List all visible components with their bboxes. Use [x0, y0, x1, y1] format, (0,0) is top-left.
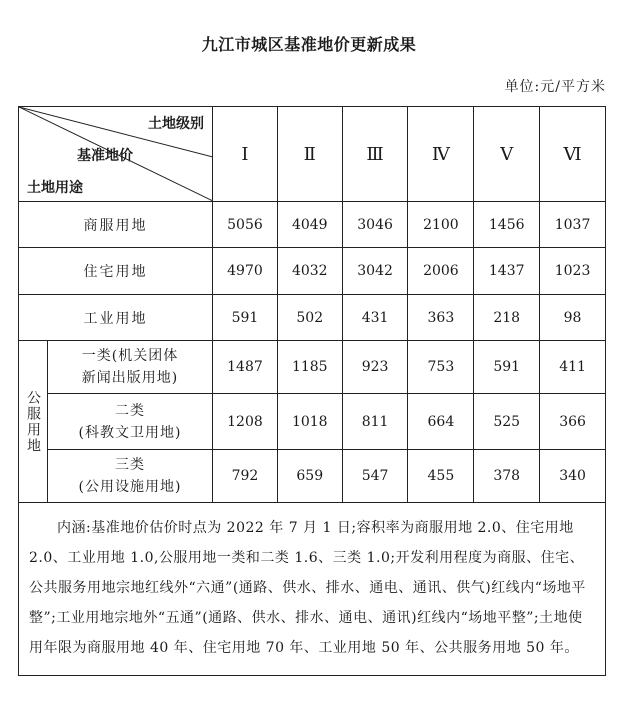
table-cell: 525: [474, 394, 540, 450]
table-cell: 340: [540, 450, 606, 503]
table-cell: 4970: [213, 248, 278, 295]
table-cell: 753: [408, 341, 474, 394]
notes-row: [19, 503, 606, 676]
grade-header: Ⅴ: [474, 107, 540, 202]
table-cell: 1018: [277, 394, 342, 450]
land-price-table: [18, 106, 606, 676]
table-cell: 792: [213, 450, 278, 503]
grade-header: Ⅱ: [277, 107, 342, 202]
diagonal-header-cell: [19, 107, 213, 202]
notes-text: 内涵:基准地价估价时点为 2022 年 7 月 1 日;容积率为商服用地 2.0、住宅用地 2.0、工业用地 1.0,公服用地一类和二类 1.6、三类 1.0;开发利用程度为商服、住宅、公共服务用地宗地红线外“六通”(通路、供水、排水、通电、通讯、供气)红线内“场地平整”;工业用地宗地外“五通”(通路、供水、排水、通电、通讯)红线内“场地平整”;土地使用年限为商服用地 40 年、住宅用地 70 年、工业用地 50 年、公共服务用地 50 年。: [19, 503, 606, 676]
table-row: [19, 394, 606, 450]
table-cell: 591: [213, 295, 278, 341]
table-cell: 1456: [474, 202, 540, 248]
table-cell: 455: [408, 450, 474, 503]
table-cell: 1037: [540, 202, 606, 248]
table-cell: 5056: [213, 202, 278, 248]
page-title: 九江市城区基准地价更新成果: [201, 35, 417, 54]
table-cell: 664: [408, 394, 474, 450]
table-cell: 547: [342, 450, 408, 503]
table-cell: 1487: [213, 341, 278, 394]
public-group-label: 公服用地: [19, 341, 48, 503]
table-cell: 411: [540, 341, 606, 394]
table-cell: 2100: [408, 202, 474, 248]
table-cell: 3042: [342, 248, 408, 295]
table-row: [19, 295, 606, 341]
table-cell: 591: [474, 341, 540, 394]
row-label: 商服用地: [19, 202, 213, 248]
table-cell: 363: [408, 295, 474, 341]
table-cell: 4049: [277, 202, 342, 248]
sub-row-label-line2: 新闻出版用地): [81, 370, 179, 386]
table-cell: 1185: [277, 341, 342, 394]
sub-row-label-line2: (公用设施用地): [78, 479, 182, 495]
sub-row-label-line1: 三类: [114, 457, 145, 473]
table-cell: 218: [474, 295, 540, 341]
table-cell: 1208: [213, 394, 278, 450]
sub-row-label: [47, 394, 212, 450]
table-cell: 4032: [277, 248, 342, 295]
table-cell: 923: [342, 341, 408, 394]
sub-row-label-line1: 一类(机关团体: [81, 348, 179, 364]
table-cell: 378: [474, 450, 540, 503]
table-cell: 659: [277, 450, 342, 503]
table-cell: 431: [342, 295, 408, 341]
sub-row-label: [47, 450, 212, 503]
grade-header: Ⅲ: [342, 107, 408, 202]
table-cell: 502: [277, 295, 342, 341]
table-row: [19, 248, 606, 295]
use-header-label: 土地用途: [27, 180, 83, 196]
sub-row-label: [47, 341, 212, 394]
table-row: [19, 341, 606, 394]
sub-row-label-line2: (科教文卫用地): [78, 424, 182, 441]
row-label: 住宅用地: [19, 248, 213, 295]
table-cell: 3046: [342, 202, 408, 248]
header-row: [19, 107, 606, 202]
row-label: 工业用地: [19, 295, 213, 341]
table-cell: 1023: [540, 248, 606, 295]
table-row: [19, 450, 606, 503]
table-cell: 366: [540, 394, 606, 450]
grade-header: Ⅳ: [408, 107, 474, 202]
price-header-label: 基准地价: [77, 148, 133, 164]
table-cell: 98: [540, 295, 606, 341]
unit-label: 单位:元/平方米: [504, 79, 606, 95]
grade-header-label: 土地级别: [148, 116, 205, 132]
table-cell: 2006: [408, 248, 474, 295]
table-cell: 811: [342, 394, 408, 450]
grade-header: Ⅵ: [540, 107, 606, 202]
grade-header: Ⅰ: [213, 107, 278, 202]
table-row: [19, 202, 606, 248]
sub-row-label-line1: 二类: [114, 402, 145, 419]
table-cell: 1437: [474, 248, 540, 295]
